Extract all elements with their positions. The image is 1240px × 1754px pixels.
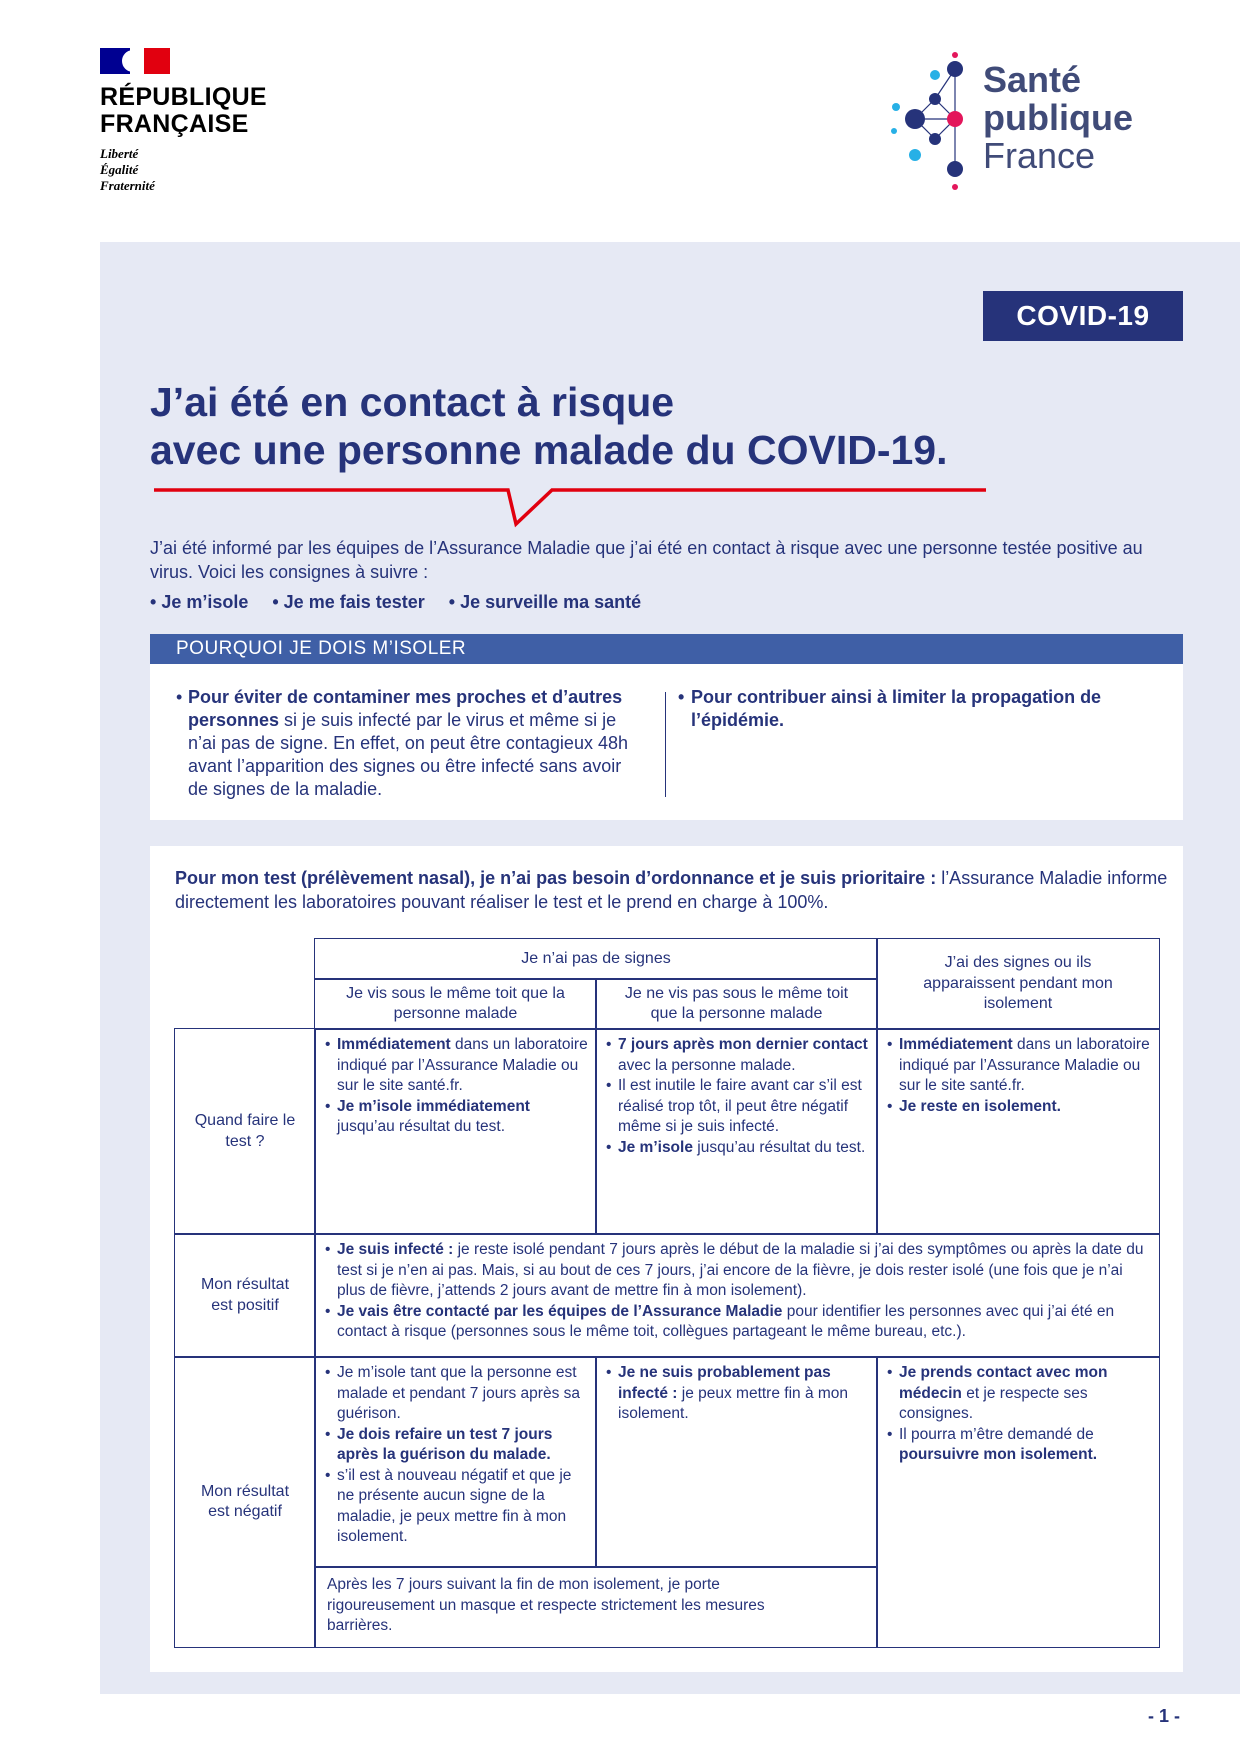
cell-when-same-roof: • Immédiatement dans un laboratoire indiqué par l’Assurance Maladie ou sur le site santé.fr. • Je m’isole immédiatement jusqu’au résultat du test. <box>314 1028 597 1235</box>
spf-wordmark: Santé publique France <box>983 59 1133 176</box>
why-reason-2: • Pour contribuer ainsi à limiter la propagation de l’épidémie. <box>678 686 1148 732</box>
row-label-when: Quand faire le test ? <box>174 1028 316 1235</box>
spf-molecule-icon <box>880 45 990 195</box>
covid-badge: COVID-19 <box>983 291 1183 341</box>
test-table <box>174 938 1160 1648</box>
row-label-positive: Mon résultat est positif <box>174 1233 316 1358</box>
intro-text: J’ai été informé par les équipes de l’Assurance Maladie que j’ai été en contact à risque avec une personne testée positive au virus. Voici les consignes à suivre : <box>150 538 1143 582</box>
cell-positive: • Je suis infecté : je reste isolé pendant 7 jours après le début de la maladie si j’ai des symptômes ou après la date du test si je n’en ai pas. Mais, si au bout de ces 7 jours, j’ai encore de la fièvre, je dois rester isolé (une fois que je n’ai plus de fièvre, j’attends 2 jours avant de mettre fin à mon isolement). • Je vais être contacté par les équipes de l’Assurance Maladie pour identifier les personnes avec qui j’ai été en contact à risque (personnes sous le même toit, collègues partageant le même bureau, etc.). <box>314 1233 1160 1358</box>
rf-title-line2: FRANÇAISE <box>100 110 249 138</box>
cell-negative-signs: • Je prends contact avec mon médecin et je respecte ses consignes. • Il pourra m’être demandé de poursuivre mon isolement. <box>876 1356 1160 1648</box>
speech-bubble-underline <box>150 484 990 534</box>
test-intro: Pour mon test (prélèvement nasal), je n’ai pas besoin d’ordonnance et je suis prioritaire : l’Assurance Maladie informe directement les laboratoires pouvant réaliser le test et le prend en charge à 100%. <box>175 868 1168 912</box>
header-no-signs: Je n’ai pas de signes <box>314 938 878 980</box>
rf-title-line1: RÉPUBLIQUE <box>100 83 267 111</box>
why-reason-1: • Pour éviter de contaminer mes proches et d’autres personnes si je suis infecté par le virus et même si je n’ai pas de signe. En effet, on peut être contagieux 48h avant l’apparition des signes ou être infecté sans avoir de signes de la maladie. <box>176 686 636 801</box>
rf-motto: Liberté Égalité Fraternité <box>100 146 155 193</box>
step-isolate: • Je m’isole <box>150 592 248 613</box>
cell-negative-not-same-roof: • Je ne suis probablement pas infecté : je peux mettre fin à mon isolement. <box>595 1356 878 1568</box>
cell-negative-same-roof: • Je m’isole tant que la personne est malade et pendant 7 jours après sa guérison. • Je dois refaire un test 7 jours après la guérison du malade. • s’il est à nouveau négatif et que je ne présente aucun signe de la maladie, je peux mettre fin à mon isolement. <box>314 1356 597 1568</box>
cell-when-not-same-roof: • 7 jours après mon dernier contact avec la personne malade. • Il est inutile le faire avant car s’il est réalisé trop tôt, il peut être négatif même si je suis infecté. • Je m’isole jusqu’au résultat du test. <box>595 1028 878 1235</box>
why-isolate-body <box>150 664 1183 820</box>
marianne-flag-icon <box>100 48 170 74</box>
step-test: • Je me fais tester <box>272 592 424 613</box>
why-divider <box>665 692 666 797</box>
republique-francaise-logo <box>100 48 300 194</box>
steps-list <box>150 592 850 613</box>
why-isolate-header: POURQUOI JE DOIS M’ISOLER <box>150 634 1183 664</box>
sante-publique-france-logo <box>880 45 1140 195</box>
page-number: - 1 - <box>1148 1706 1181 1726</box>
header-same-roof: Je vis sous le même toit que la personne malade <box>314 978 597 1030</box>
header-signs: J’ai des signes ou ils apparaissent pendant mon isolement <box>876 938 1160 1030</box>
cell-when-signs: • Immédiatement dans un laboratoire indiqué par l’Assurance Maladie ou sur le site santé.fr. • Je reste en isolement. <box>876 1028 1160 1235</box>
page-title: J’ai été en contact à risque avec une personne malade du COVID-19. <box>150 379 948 473</box>
step-monitor: • Je surveille ma santé <box>449 592 641 613</box>
header-not-same-roof: Je ne vis pas sous le même toit que la personne malade <box>595 978 878 1030</box>
cell-negative-footer: Après les 7 jours suivant la fin de mon isolement, je porte rigoureusement un masque et respecte strictement les mesures barrières. <box>314 1566 878 1648</box>
row-label-negative: Mon résultat est négatif <box>174 1356 316 1648</box>
